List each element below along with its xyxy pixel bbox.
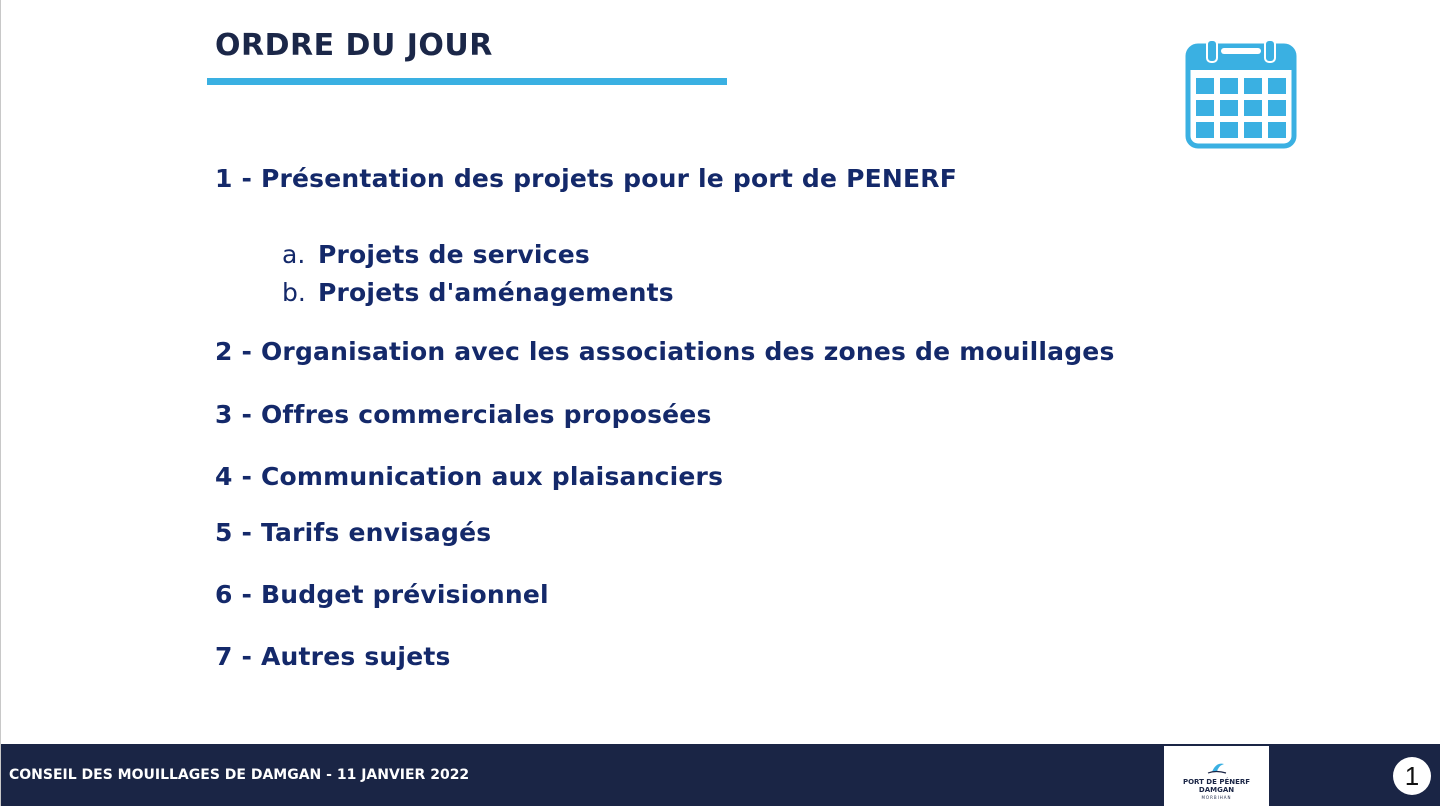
footer-bar [1,744,1440,806]
subitem-a-marker: a. [282,240,306,269]
logo-line-3: MORBIHAN [1201,795,1232,800]
agenda-item-2: 2 - Organisation avec les associations des zones de mouillages [215,337,1115,366]
agenda-item-4: 4 - Communication aux plaisanciers [215,462,724,491]
footer-title: CONSEIL DES MOUILLAGES DE DAMGAN - 11 JANVIER 2022 [9,767,470,783]
slide-title: ORDRE DU JOUR [215,28,493,63]
agenda-subitem-a [282,240,590,269]
agenda-item-6: 6 - Budget prévisionnel [215,580,549,609]
agenda-item-7: 7 - Autres sujets [215,642,451,671]
agenda-subitem-b [282,278,674,307]
subitem-b-marker: b. [282,278,306,307]
agenda-item-1: 1 - Présentation des projets pour le port de PENERF [215,164,957,193]
page-number: 1 [1393,757,1431,795]
logo-line-1: PORT DE PÉNERF [1182,778,1251,786]
subitem-a-text: Projets de services [318,240,590,269]
agenda-item-5: 5 - Tarifs envisagés [215,518,492,547]
agenda-item-3: 3 - Offres commerciales proposées [215,400,712,429]
port-logo [1164,746,1269,806]
logo-line-2: DAMGAN [1198,786,1235,794]
port-logo-graphic [1164,746,1269,806]
subitem-b-text: Projets d'aménagements [318,278,674,307]
agenda-list [1,0,1440,806]
